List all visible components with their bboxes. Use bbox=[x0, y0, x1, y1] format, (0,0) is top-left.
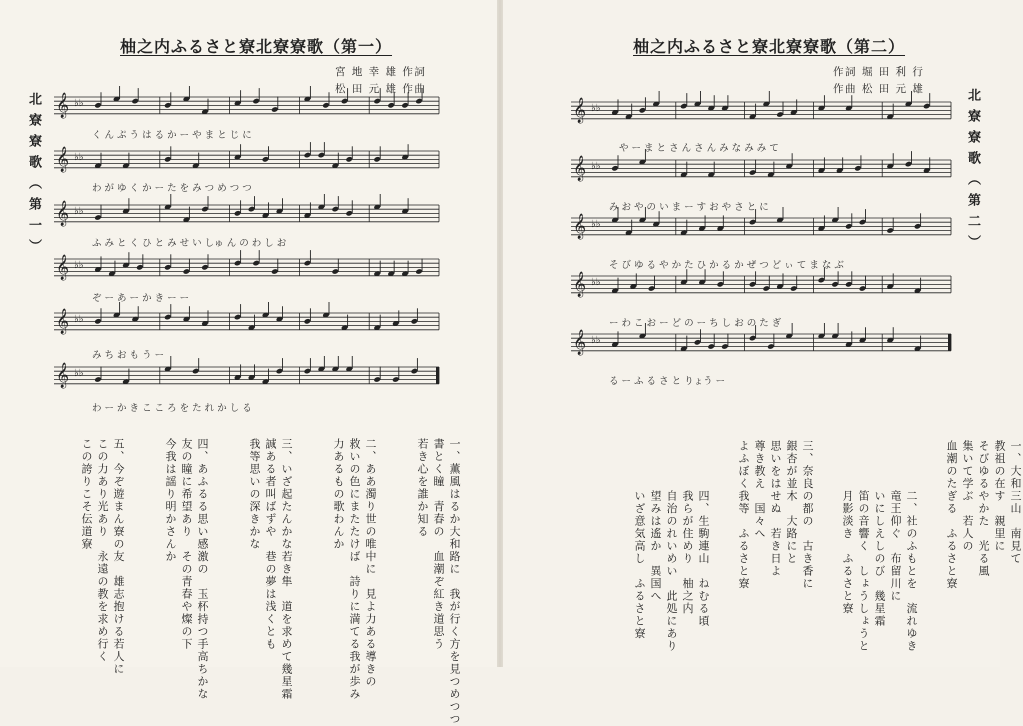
key-signature: ♭♭ bbox=[74, 98, 84, 109]
right-page bbox=[503, 0, 1022, 667]
lyric-line-3: ふ み と く ひ と み せ い しゅ ん の わ し お bbox=[92, 238, 287, 249]
composer-credit-right: 作曲 松 田 元 雄 bbox=[833, 83, 925, 95]
treble-clef: 𝄞 bbox=[56, 309, 70, 334]
treble-clef: 𝄞 bbox=[573, 98, 587, 123]
lyric-line-4: ー わ こ お ー ど の ー ち し お の た ぎ bbox=[609, 318, 782, 329]
treble-clef: 𝄞 bbox=[56, 255, 70, 280]
left-page bbox=[0, 0, 497, 726]
lyric-line-6: わ ー か き こ こ ろ を た れ か し る bbox=[92, 403, 252, 414]
key-signature: ♭♭ bbox=[74, 368, 84, 379]
verse-1-right: 一、大和三山 南見て 教祖の在す 親里に そびゆるやかた 光る風 集いて学ぶ 若人の 血潮のたぎる ふるさと寮 bbox=[945, 440, 1022, 590]
lyricist-credit-left: 宮 地 幸 雄 作詞 bbox=[335, 66, 427, 78]
verse-4-left: 四、あふるる思い感激の 玉杯持つ手高ちかな 友の瞳に希望あり その青春や燦の下 今我は謡り明かさんか bbox=[164, 438, 209, 701]
key-signature: ♭♭ bbox=[591, 161, 601, 172]
page-title-left: 柚之内ふるさと寮北寮寮歌（第一） bbox=[120, 37, 393, 56]
side-label-left: 北寮寮歌（第一） bbox=[26, 92, 41, 260]
verse-5-left: 五、今ぞ遊まん寮の友 雄志抱ける若人に この力あり光あり 永遠の教を求め行く この誇りこそ伝道寮 bbox=[80, 438, 125, 676]
verse-3-right: 三、奈良の都の 古き香に 銀杏が並木 大路にと 思いをはせぬ 若き日よ 尊き教え 国々へ よふぼく我等 ふるさと寮 bbox=[737, 440, 814, 590]
treble-clef: 𝄞 bbox=[573, 214, 587, 239]
lyric-line-1: く ん ぷ う は る か ー や ま と じ に bbox=[92, 130, 252, 141]
lyric-line-2: わ が ゆ く か ー た を み つ め つ つ bbox=[92, 183, 252, 194]
treble-clef: 𝄞 bbox=[56, 147, 70, 172]
key-signature: ♭♭ bbox=[591, 277, 601, 288]
verse-2-right: 二、社のふもとを 流れゆき 竜王仰ぐ 布留川に いにしえしのび 幾星霜 笛の音響く しょうしょうと 月影淡き ふるさと寮 bbox=[841, 490, 918, 653]
key-signature: ♭♭ bbox=[591, 335, 601, 346]
treble-clef: 𝄞 bbox=[573, 330, 587, 355]
lyric-line-5: み ち お も う ー bbox=[92, 350, 165, 361]
key-signature: ♭♭ bbox=[74, 152, 84, 163]
lyric-line-5: る ー ふ る さ と りょう ー bbox=[609, 376, 726, 387]
lyric-line-1: や ー ま と さ ん さ ん み な み み て bbox=[619, 143, 779, 154]
side-label-right: 北寮寮歌（第二） bbox=[965, 88, 980, 256]
verse-3-left: 三、いざ起たんかな若き隼 道を求めて幾星霜 誠ある者叫ばずや 巷の夢は浅くとも 我等思いの深きかな bbox=[248, 438, 293, 701]
key-signature: ♭♭ bbox=[74, 260, 84, 271]
final-bar-line bbox=[436, 367, 439, 384]
verse-1-left: 一、薫風はるか大和路に 我が行く方を見つめつつ 書とく瞳 青春の 血潮ぞ紅き道思う 若き心を誰か知る bbox=[416, 438, 461, 726]
treble-clef: 𝄞 bbox=[56, 93, 70, 118]
lyric-line-4: ぞ ー あ ー か き ー ー bbox=[92, 293, 190, 304]
lyricist-credit-right: 作詞 堀 田 利 行 bbox=[833, 66, 925, 78]
verse-2-left: 二、ああ濁り世の唯中に 見よ力ある導きの 救いの色にまたたけば 詩りに満てる我が歩み 力あるもの歌わんか bbox=[332, 438, 377, 701]
key-signature: ♭♭ bbox=[591, 219, 601, 230]
treble-clef: 𝄞 bbox=[56, 201, 70, 226]
treble-clef: 𝄞 bbox=[56, 363, 70, 388]
key-signature: ♭♭ bbox=[74, 206, 84, 217]
key-signature: ♭♭ bbox=[591, 103, 601, 114]
treble-clef: 𝄞 bbox=[573, 156, 587, 181]
page-title-right: 柚之内ふるさと寮北寮寮歌（第二） bbox=[633, 37, 906, 56]
lyric-line-2: み お や の い ま ー す お や さ と に bbox=[609, 202, 769, 213]
lyric-line-3: そ び ゆ る や か た ひ か る か ぜ つ ど ぃ て ま な ぶ bbox=[609, 260, 844, 271]
verse-4-right: 四、生駒連山 ねむる頃 我らが住めり 柚之内 自治のれいめい 此処にあり 望みは遙か 異国へ いざ意気高し ふるさと寮 bbox=[633, 490, 710, 653]
key-signature: ♭♭ bbox=[74, 314, 84, 325]
treble-clef: 𝄞 bbox=[573, 272, 587, 297]
composer-credit-left: 松 田 元 雄 作曲 bbox=[335, 83, 427, 95]
final-bar-line bbox=[948, 334, 951, 351]
